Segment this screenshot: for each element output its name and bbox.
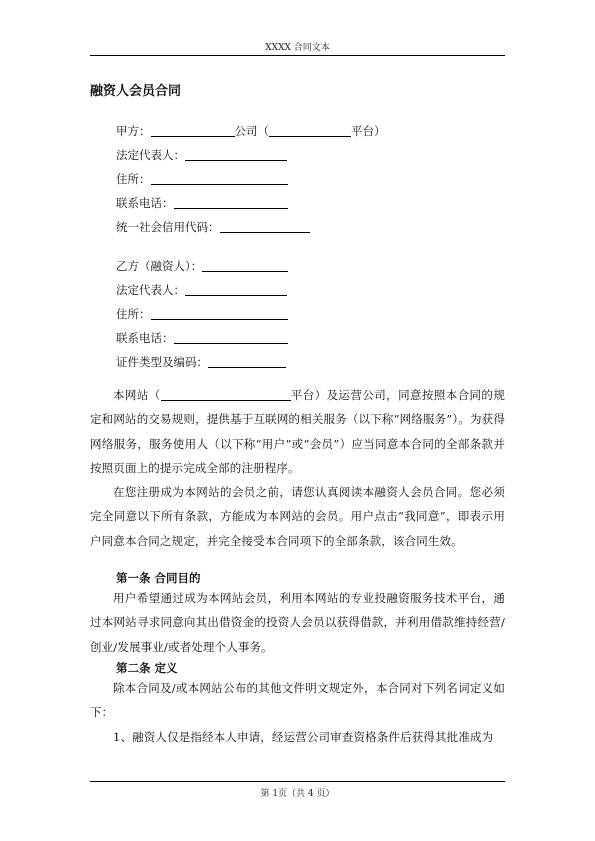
document-title: 融资人会员合同 <box>90 84 182 99</box>
party-a-company-suffix: 公司（ <box>234 124 269 138</box>
party-b-address-blank[interactable] <box>151 308 288 320</box>
header-divider <box>90 55 505 56</box>
intro-p1-rest: 平台）及运营公司，同意按照本合同的规定和网站的交易规则，提供基于互联网的相关服务（以下称“网络服务”）。为获得网络服务，服务使用人（以下称“用户”或“会员”）应当同意本合同的全部条款并按照页面上的提示完成全部的注册程序。 <box>90 388 505 476</box>
party-b-legal-rep-blank[interactable] <box>185 284 287 296</box>
party-b-phone-label: 联系电话： <box>116 331 174 345</box>
party-b-legal-rep-line <box>116 283 287 297</box>
intro-website-blank[interactable] <box>161 389 291 401</box>
party-b-address-line <box>116 307 288 321</box>
party-b-id-type-blank[interactable] <box>208 356 286 368</box>
intro-paragraph-2: 在您注册成为本网站的会员之前，请您认真阅读本融资人会员合同。您必须完全同意以下所有条款，方能成为本网站的会员。用户点击“我同意”，即表示用户同意本合同之规定，并完全接受本合同项下的全部条款，该合同生效。 <box>90 485 505 548</box>
party-a-address-label: 住所： <box>116 172 151 186</box>
party-a-phone-line <box>116 196 288 210</box>
party-a-platform-blank[interactable] <box>269 125 351 137</box>
party-a-platform-suffix: 平台） <box>351 124 386 138</box>
party-a-credit-code-blank[interactable] <box>220 221 310 233</box>
party-a-legal-rep-blank[interactable] <box>185 149 287 161</box>
party-b-id-type-line <box>116 355 286 369</box>
party-a-phone-blank[interactable] <box>174 197 288 209</box>
party-a-credit-code-line <box>116 220 310 234</box>
party-b-label: 乙方（融资人）： <box>116 259 203 273</box>
party-a-credit-code-label: 统一社会信用代码： <box>116 220 220 234</box>
article-1-heading: 第一条 合同目的 <box>116 571 201 585</box>
article-2-heading: 第二条 定义 <box>116 661 178 675</box>
party-a-legal-rep-label: 法定代表人： <box>116 148 185 162</box>
party-b-name-blank[interactable] <box>202 260 288 272</box>
article-2-body: 除本合同及/或本网站公布的其他文件明文规定外，本合同对下列名词定义如下： <box>90 681 505 720</box>
page-footer: 第 1页（共 4 页） <box>260 789 335 799</box>
party-b-phone-line <box>116 331 288 345</box>
party-b-line <box>116 259 288 273</box>
intro-paragraph-1 <box>90 383 505 481</box>
intro-p1-prefix: 本网站（ <box>113 388 161 402</box>
party-a-line <box>116 124 386 138</box>
footer-divider <box>90 781 505 782</box>
party-b-phone-blank[interactable] <box>174 332 288 344</box>
page-header: XXXX 合同文本 <box>265 43 330 53</box>
party-a-legal-rep-line <box>116 148 287 162</box>
party-a-phone-label: 联系电话： <box>116 196 174 210</box>
party-b-legal-rep-label: 法定代表人： <box>116 283 185 297</box>
article-2-item-1: 1、融资人仅是指经本人申请，经运营公司审查资格条件后获得其批准成为 <box>113 730 494 744</box>
party-b-id-type-label: 证件类型及编码： <box>116 355 208 369</box>
party-b-address-label: 住所： <box>116 307 151 321</box>
article-1-body: 用户希望通过成为本网站会员，利用本网站的专业投融资服务技术平台，通过本网站寻求同意向其出借资金的投资人会员以获得借款，并利用借款维持经营/创业/发展事业/或者处理个人事务。 <box>90 591 505 654</box>
party-a-address-line <box>116 172 288 186</box>
party-a-label: 甲方： <box>116 124 151 138</box>
party-a-company-blank[interactable] <box>151 125 235 137</box>
party-a-address-blank[interactable] <box>151 173 288 185</box>
